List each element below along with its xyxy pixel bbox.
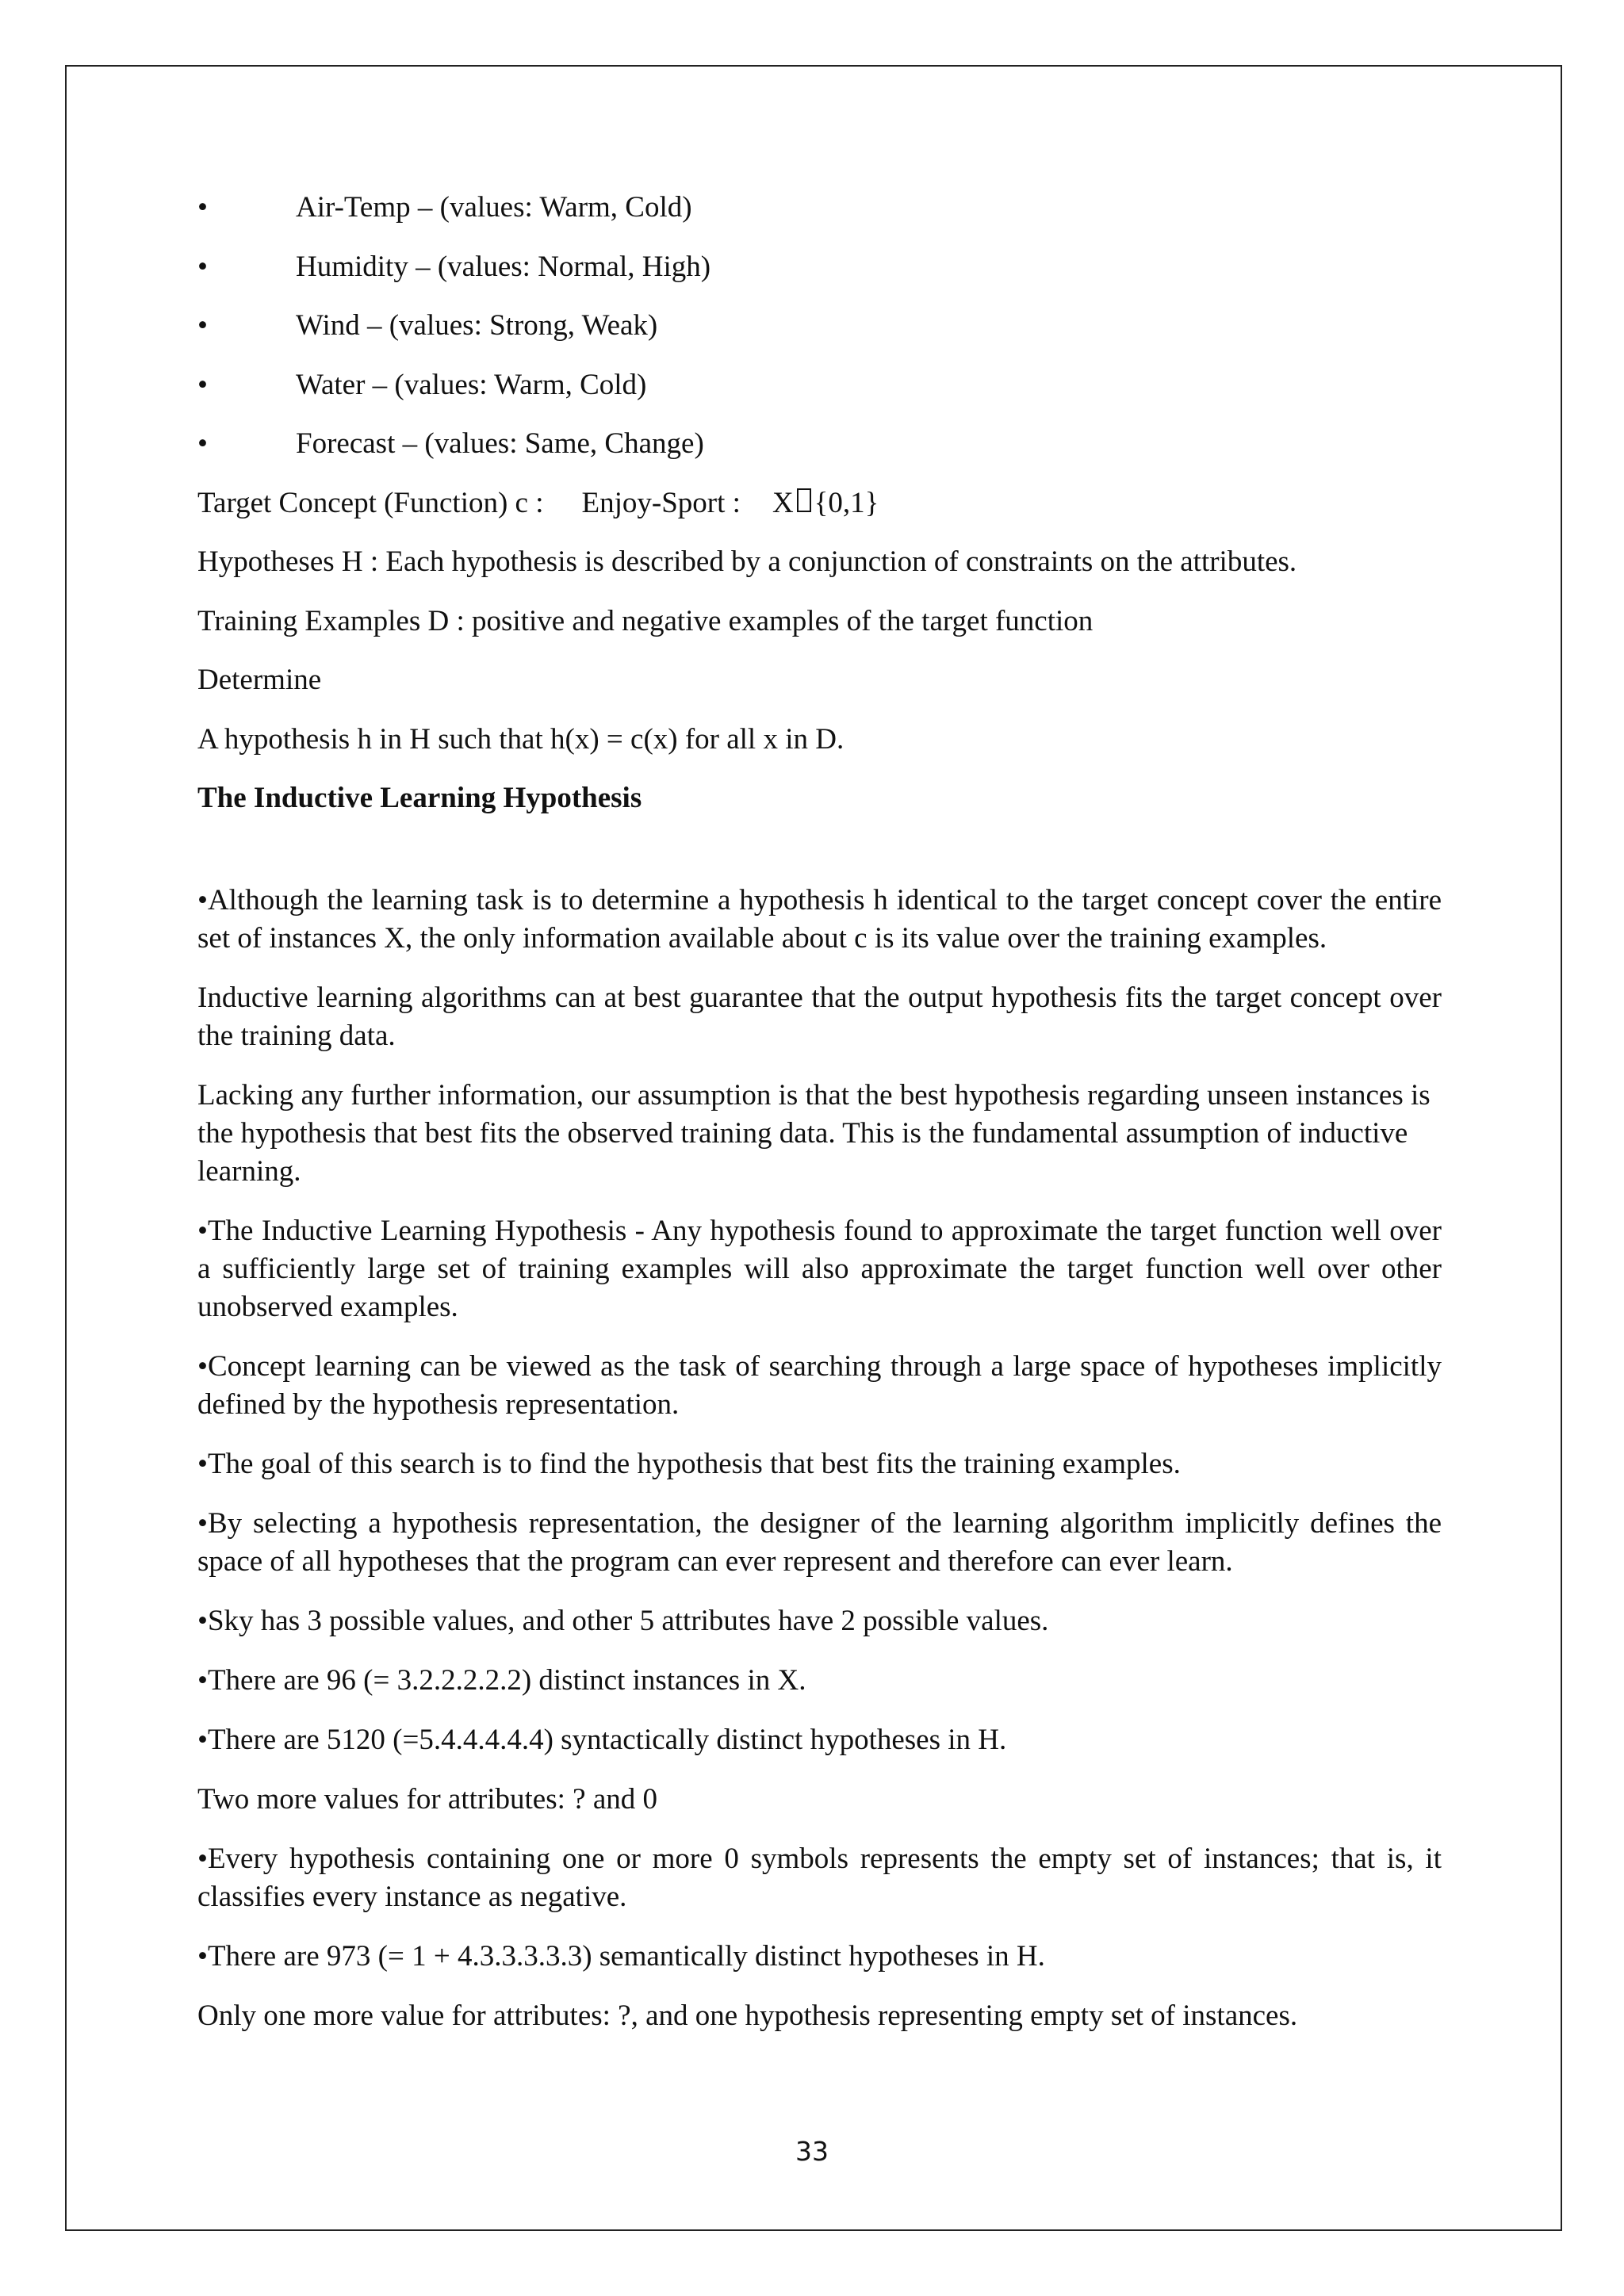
list-item-text: Forecast – (values: Same, Change) xyxy=(296,427,704,460)
target-concept-domain: X xyxy=(772,486,794,519)
bullet: • xyxy=(197,309,208,342)
paragraph: •Every hypothesis containing one or more 0 symbols represents the empty set of instances; that is, it classifies every instance as negative. xyxy=(197,1842,1442,1913)
bullet: • xyxy=(197,191,208,224)
list-item xyxy=(197,368,1442,427)
paragraph: •Although the learning task is to determine a hypothesis h identical to the target concept cover the entire set of instances X, the only information available about c is its value over the training examples. xyxy=(197,883,1442,955)
page-number: 33 xyxy=(795,2136,829,2167)
paragraph: Lacking any further information, our assumption is that the best hypothesis regarding unseen instances is the hypothesis that best fits the observed training data. This is the fundamental assumption of inductive learning. xyxy=(197,1078,1431,1188)
paragraph: Only one more value for attributes: ?, and one hypothesis representing empty set of instances. xyxy=(197,1999,1298,2032)
target-concept-codomain: {0,1} xyxy=(814,486,879,519)
paragraph: •The Inductive Learning Hypothesis - Any hypothesis found to approximate the target function well over a sufficiently large set of training examples will also approximate the target function well over other unobserved examples. xyxy=(197,1214,1442,1323)
bullet: • xyxy=(197,250,208,283)
list-item-text: Water – (values: Warm, Cold) xyxy=(296,368,647,401)
bullet: • xyxy=(197,368,208,401)
training-examples-line: Training Examples D : positive and negative examples of the target function xyxy=(197,604,1094,637)
missing-glyph-box-icon xyxy=(797,488,811,512)
paragraph: •Sky has 3 possible values, and other 5 attributes have 2 possible values. xyxy=(197,1604,1049,1637)
paragraph: •By selecting a hypothesis representation, the designer of the learning algorithm implicitly defines the space of all hypotheses that the program can ever represent and therefore can ever learn. xyxy=(197,1506,1442,1578)
goal-line: A hypothesis h in H such that h(x) = c(x) for all x in D. xyxy=(197,722,845,756)
target-concept-label: Target Concept (Function) c : xyxy=(197,486,544,519)
target-concept-name: Enjoy-Sport : xyxy=(581,486,741,519)
bullet: • xyxy=(197,427,208,460)
section-heading: The Inductive Learning Hypothesis xyxy=(197,782,642,814)
paragraph: •There are 96 (= 3.2.2.2.2.2) distinct instances in X. xyxy=(197,1663,806,1697)
paragraph: •There are 5120 (=5.4.4.4.4.4) syntactically distinct hypotheses in H. xyxy=(197,1723,1007,1756)
paragraph: •The goal of this search is to find the hypothesis that best fits the training examples. xyxy=(197,1447,1181,1480)
list-item-text: Humidity – (values: Normal, High) xyxy=(296,250,711,283)
list-item-text: Air-Temp – (values: Warm, Cold) xyxy=(296,191,692,224)
paragraph: •There are 973 (= 1 + 4.3.3.3.3.3) semantically distinct hypotheses in H. xyxy=(197,1939,1045,1973)
paragraph: Two more values for attributes: ? and 0 xyxy=(197,1782,657,1816)
paragraph: •Concept learning can be viewed as the task of searching through a large space of hypotheses implicitly defined by the hypothesis representation. xyxy=(197,1349,1442,1421)
paragraph: Inductive learning algorithms can at best guarantee that the output hypothesis fits the target concept over the training data. xyxy=(197,981,1442,1052)
list-item-text: Wind – (values: Strong, Weak) xyxy=(296,309,658,342)
target-concept-line xyxy=(197,486,1442,545)
list-item xyxy=(197,250,1442,309)
attribute-list xyxy=(197,190,1442,486)
list-item xyxy=(197,308,1442,368)
list-item xyxy=(197,427,1442,486)
hypotheses-line: Hypotheses H : Each hypothesis is described by a conjunction of constraints on the attributes. xyxy=(197,545,1297,578)
page-content xyxy=(197,190,1442,2035)
determine-line: Determine xyxy=(197,664,322,696)
list-item xyxy=(197,190,1442,250)
